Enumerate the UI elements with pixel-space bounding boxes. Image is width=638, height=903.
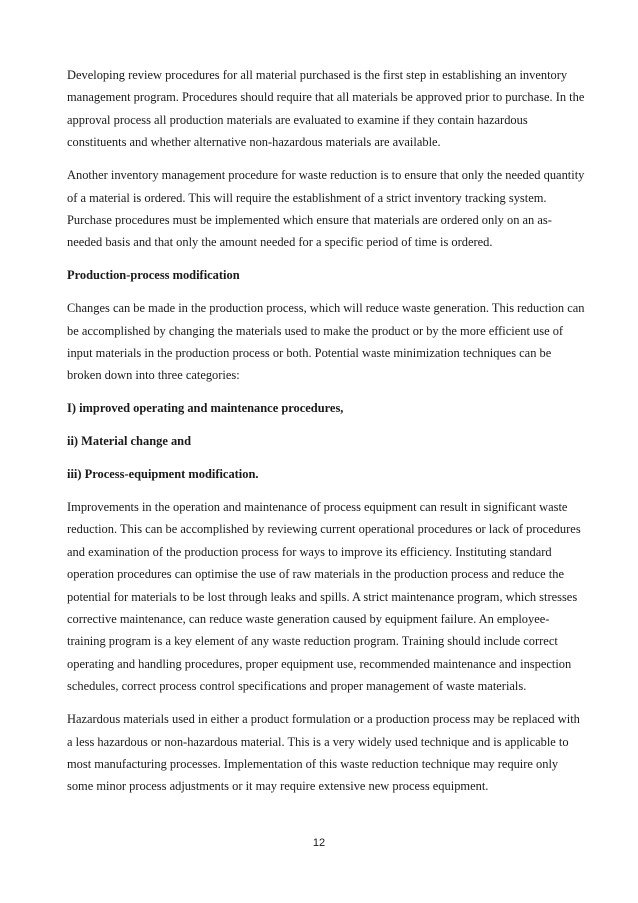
paragraph-material-review: Developing review procedures for all material purchased is the first step in establishing an inventory management program. Procedures should require that all materials be approved prior to purchase. In the approval process all production materials are evaluated to examine if they contain hazardous constituents and whether alternative non-hazardous materials are available. (67, 68, 585, 150)
category-item-2: ii) Material change and (67, 434, 192, 449)
section-heading: Production-process modification (67, 268, 240, 283)
paragraph-production-changes: Changes can be made in the production process, which will reduce waste generation. This reduction can be accomplished by changing the materials used to make the product or by the more efficient use of input materials in the production process or both. Potential waste minimization techniques can be broken down into three categories: (67, 301, 585, 383)
paragraph-operation-maintenance: Improvements in the operation and maintenance of process equipment can result in significant waste reduction. This can be accomplished by reviewing current operational procedures or lack of procedures and examination of the production process for ways to improve its efficiency. Instituting standard operation procedures can optimise the use of raw materials in the production process and reduce the potential for materials to be lost through leaks and spills. A strict maintenance program, which stresses corrective maintenance, can reduce waste generation caused by equipment failure. An employee-training program is a key element of any waste reduction program. Training should include correct operating and handling procedures, proper equipment use, recommended maintenance and inspection schedules, correct process control specifications and proper management of waste materials. (67, 500, 581, 694)
paragraph-hazardous-replacement: Hazardous materials used in either a product formulation or a production process may be replaced with a less hazardous or non-hazardous material. This is a very widely used technique and is applicable to most manufacturing processes. Implementation of this waste reduction technique may require only some minor process adjustments or it may require extensive new process equipment. (67, 712, 580, 794)
paragraph-inventory-management: Another inventory management procedure for waste reduction is to ensure that only the needed quantity of a material is ordered. This will require the establishment of a strict inventory tracking system. Purchase procedures must be implemented which ensure that materials are ordered only on an as-needed basis and that only the amount needed for a specific period of time is ordered. (67, 168, 585, 250)
page-number: 12 (312, 837, 326, 849)
page-body (67, 64, 585, 808)
category-item-1: I) improved operating and maintenance procedures, (67, 401, 344, 416)
category-item-3: iii) Process-equipment modification. (67, 467, 259, 482)
